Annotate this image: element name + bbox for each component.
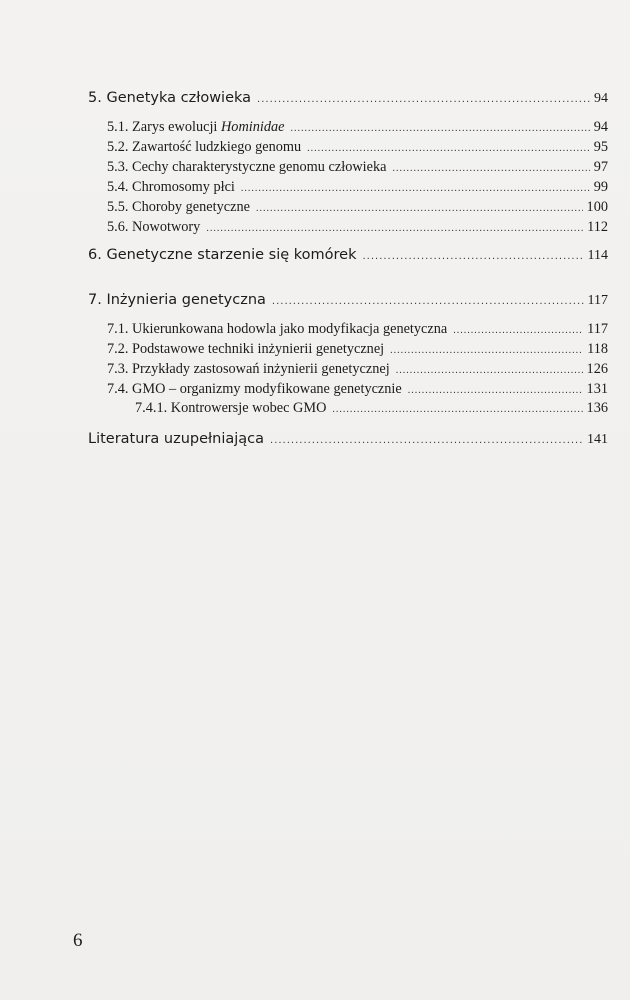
toc-entry-number: 5.5. [107,199,129,215]
toc-entry-page: 141 [587,432,608,447]
toc-entry-page: 97 [593,159,608,175]
toc-entry-page: 117 [587,321,608,337]
leader-dots [362,251,583,262]
leader-dots [291,123,590,134]
toc-entry-page: 94 [594,91,608,106]
toc-entry-number: 5.3. [107,159,129,175]
toc-entry-title: Literatura uzupełniająca [88,431,265,447]
leader-dots [392,163,589,174]
toc-entry-number: 7.2. [107,341,129,357]
toc-chapter-entry [88,292,608,309]
toc-entry-page: 117 [587,293,608,308]
toc-entry-number: 5.1. [107,119,129,135]
toc-entry-number: 7.4. [107,381,129,397]
leader-dots [307,143,590,154]
toc-section-entry [107,159,608,176]
toc-entry-title: Cechy charakterystyczne genomu człowieka [132,159,387,175]
leader-dots [206,223,583,234]
toc-entry-title: Zarys ewolucji [132,119,218,135]
leader-dots [408,385,583,396]
toc-entry-title: Kontrowersje wobec GMO [170,400,327,416]
leader-dots [270,435,583,446]
leader-dots [453,325,583,336]
toc-section-entry [107,341,608,358]
leader-dots [257,94,590,105]
toc-entry-page: 131 [586,381,608,397]
toc-section-entry [107,381,608,398]
toc-section-entry [107,119,608,136]
toc-entry-number: 5.2. [107,139,129,155]
toc-entry-page: 126 [586,361,608,377]
toc-chapter-entry [88,431,608,448]
toc-entry-number: 7.1. [107,321,129,337]
toc-section-entry [107,199,608,216]
toc-entry-page: 114 [587,248,608,263]
toc-entry-title: Zawartość ludzkiego genomu [132,139,302,155]
toc-entry-number: 5. [88,90,102,106]
toc-entry-page: 100 [586,199,608,215]
toc-entry-number: 6. [88,247,102,263]
toc-entry-number: 5.6. [107,219,129,235]
toc-entry-title: Genetyka człowieka [106,90,252,106]
toc-entry-page: 118 [587,341,608,357]
toc-entry-title: Nowotwory [132,219,201,235]
toc-entry-page: 99 [593,179,608,195]
toc-entry-page: 95 [593,139,608,155]
toc-section-entry [107,219,608,236]
toc-entry-title: GMO – organizmy modyfikowane genetycznie [132,381,402,397]
toc-entry-number: 5.4. [107,179,129,195]
toc-section-entry [107,361,608,378]
leader-dots [396,365,583,376]
toc-entry-number: 7.3. [107,361,129,377]
toc-entry-title: Przykłady zastosowań inżynierii genetycznej [132,361,390,377]
toc-chapter-entry [88,247,608,264]
toc-entry-title-italic: Hominidae [220,119,285,135]
toc-entry-number: 7. [88,292,102,308]
toc-entry-title: Ukierunkowana hodowla jako modyfikacja genetyczna [132,321,448,337]
toc-subsection-entry [135,400,608,417]
toc-chapter-entry [88,90,608,107]
leader-dots [272,296,584,307]
toc-entry-title: Chromosomy płci [132,179,235,195]
toc-entry-page: 136 [586,400,608,416]
toc-entry-title: Genetyczne starzenie się komórek [106,247,357,263]
toc-entry-title: Podstawowe techniki inżynierii genetycznej [132,341,385,357]
toc-section-entry [107,321,608,338]
leader-dots [390,345,583,356]
toc-section-entry [107,179,608,196]
toc-entry-number: 7.4.1. [135,400,168,416]
toc-entry-title: Inżynieria genetyczna [106,292,266,308]
leader-dots [241,183,590,194]
page-number: 6 [73,930,83,951]
toc-section-entry [107,139,608,156]
toc-entry-page: 112 [587,219,608,235]
leader-dots [332,404,582,415]
toc-entry-page: 94 [593,119,608,135]
leader-dots [256,203,583,214]
toc-entry-title: Choroby genetyczne [132,199,250,215]
